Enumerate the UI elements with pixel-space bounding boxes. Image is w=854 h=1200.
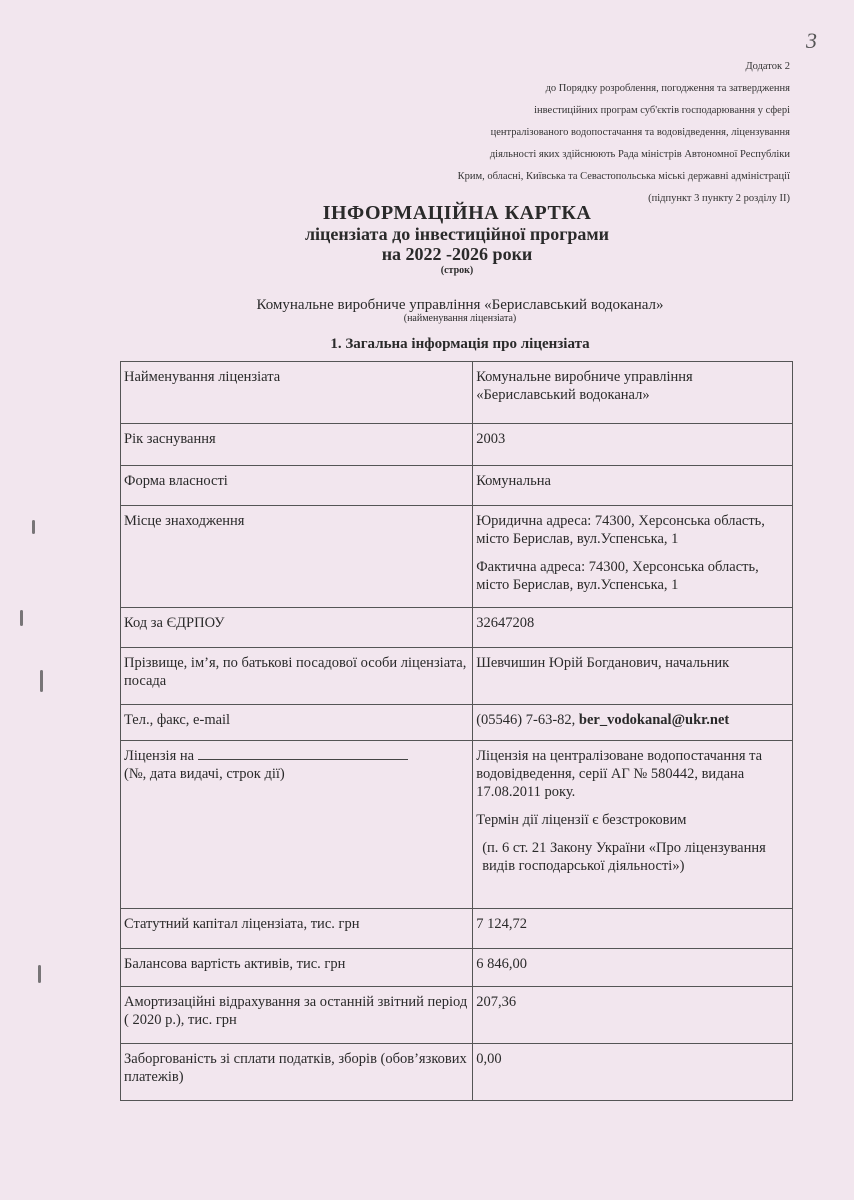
scan-mark [32, 520, 35, 534]
table-row [121, 741, 793, 909]
license-note: (п. 6 ст. 21 Закону України «Про ліцензування видів господарської діяльності») [482, 840, 766, 874]
license-value: Ліцензія на централізоване водопостачання та водовідведення, серії АГ № 580442, видана 17.08.2011 року. [476, 748, 763, 800]
row-label: Код за ЄДРПОУ [121, 608, 473, 648]
row-label: Форма власності [121, 466, 473, 506]
row-value: Шевчишин Юрій Богданович, начальник [473, 648, 793, 705]
row-label: Балансова вартість активів, тис. грн [121, 949, 473, 987]
appendix-line: Додаток 2 [745, 61, 790, 72]
row-value [473, 705, 793, 741]
phone: (05546) 7-63-82, [476, 712, 576, 728]
row-label: Амортизаційні відрахування за останній звітний період ( 2020 р.), тис. грн [121, 987, 473, 1044]
row-label: Рік заснування [121, 424, 473, 466]
row-value [473, 506, 793, 608]
table-row [121, 949, 793, 987]
actual-address: Фактична адреса: 74300, Херсонська область, місто Берислав, вул.Успенська, 1 [476, 559, 759, 593]
row-label: Місце знаходження [121, 506, 473, 608]
license-term: Термін дії ліцензії є безстроковим [476, 812, 687, 828]
row-value: 6 846,00 [473, 949, 793, 987]
license-label: Ліцензія на [124, 748, 195, 764]
table-row [121, 466, 793, 506]
scan-mark [38, 965, 41, 983]
row-value: 7 124,72 [473, 909, 793, 949]
title-line-1: ІНФОРМАЦІЙНА КАРТКА [322, 202, 592, 224]
licensee-name: Комунальне виробниче управління «Бериславський водоканал» [256, 297, 664, 313]
legal-address: Юридична адреса: 74300, Херсонська область, місто Берислав, вул.Успенська, 1 [476, 513, 765, 547]
email-link[interactable]: ber_vodokanal@ukr.net [578, 712, 730, 728]
row-label: Прізвище, ім’я, по батькові посадової особи ліцензіата, посада [121, 648, 473, 705]
title-line-2: ліцензіата до інвестиційної програми [304, 224, 610, 244]
row-value: 2003 [473, 424, 793, 466]
table-row [121, 506, 793, 608]
table-row [121, 705, 793, 741]
row-value: 32647208 [473, 608, 793, 648]
appendix-line: діяльності яких здійснюють Рада міністрів Автономної Республіки [489, 149, 790, 160]
row-label: Найменування ліцензіата [121, 362, 473, 424]
table-row [121, 608, 793, 648]
scan-mark [20, 610, 23, 626]
row-label: Заборгованість зі сплати податків, зборів (обов’язкових платежів) [121, 1044, 473, 1101]
section-title: 1. Загальна інформація про ліцензіата [330, 336, 590, 352]
table-row [121, 648, 793, 705]
row-label: Тел., факс, e-mail [121, 705, 473, 741]
info-table [120, 361, 793, 1101]
scan-mark [40, 670, 43, 692]
appendix-line: Крим, обласні, Київська та Севастопольська міські державні адміністрації [457, 171, 790, 182]
table-row [121, 987, 793, 1044]
row-label [121, 741, 473, 909]
appendix-line: (підпункт 3 пункту 2 розділу II) [648, 193, 790, 204]
row-value: 0,00 [473, 1044, 793, 1101]
license-label-sub: (№, дата видачі, строк дії) [124, 766, 285, 782]
table-row [121, 362, 793, 424]
table-row [121, 909, 793, 949]
row-value: Комунальне виробниче управління «Бериславський водоканал» [473, 362, 793, 424]
row-value: 207,36 [473, 987, 793, 1044]
row-value [473, 741, 793, 909]
appendix-line: інвестиційних програм суб'єктів господарювання у сфері [534, 105, 790, 116]
appendix-line: централізованого водопостачання та водовідведення, ліцензування [490, 127, 790, 138]
table-row [121, 1044, 793, 1101]
table-row [121, 424, 793, 466]
appendix-header [458, 56, 790, 210]
page-number: 3 [806, 28, 817, 53]
title-line-3: на 2022 -2026 роки [381, 244, 533, 264]
row-value: Комунальна [473, 466, 793, 506]
row-label: Статутний капітал ліцензіата, тис. грн [121, 909, 473, 949]
licensee-caption: (найменування ліцензіата) [403, 313, 517, 324]
blank-line [198, 747, 408, 760]
title-caption: (строк) [440, 265, 474, 276]
document-title [0, 202, 854, 278]
appendix-line: до Порядку розроблення, погодження та затвердження [545, 83, 790, 94]
